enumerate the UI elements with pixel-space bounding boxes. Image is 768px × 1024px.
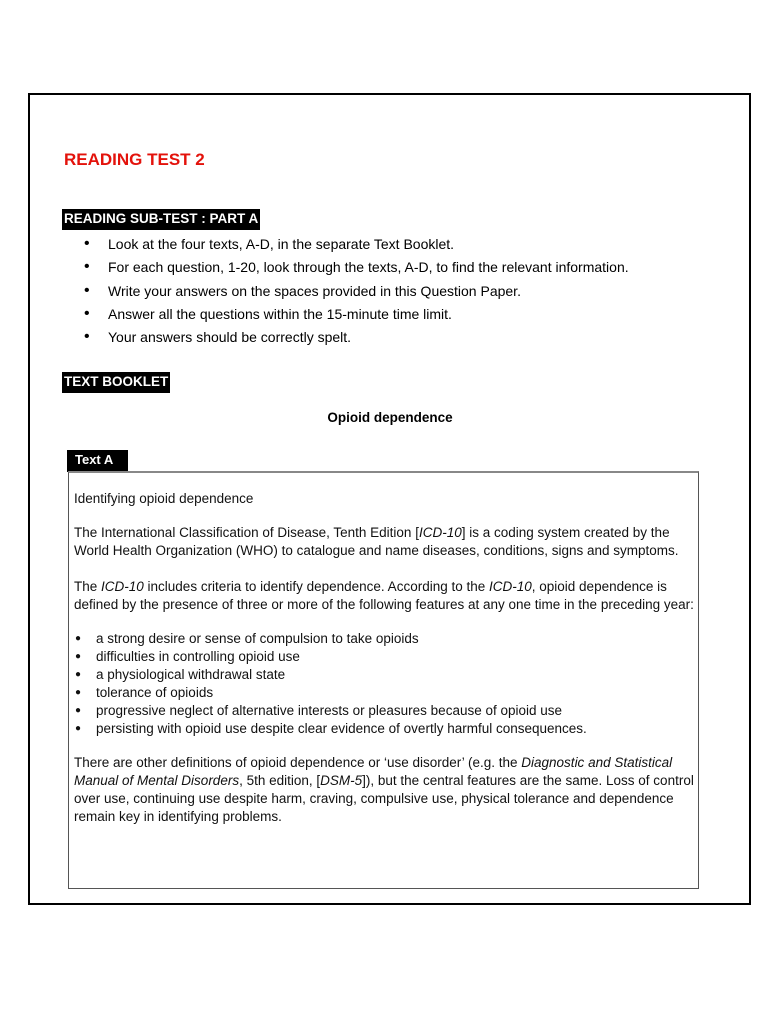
text-segment: includes criteria to identify dependence. According to the	[143, 579, 489, 594]
criteria-item: ● difficulties in controlling opioid use	[74, 648, 696, 666]
text-segment: ] is a coding system created by the World Health Organization (WHO) to catalogue and name diseases, conditions, signs and symptoms.	[74, 525, 679, 558]
text-segment: The	[74, 579, 102, 594]
text-a-tab: Text A	[67, 450, 128, 472]
criteria-item: ● persisting with opioid use despite clear evidence of overtly harmful consequences.	[74, 720, 696, 738]
criteria-item: ● tolerance of opioids	[74, 684, 696, 702]
text-segment: , 5th edition, [	[239, 773, 321, 788]
text-segment: There are other definitions of opioid dependence or ‘use disorder’ (e.g. the	[74, 755, 522, 770]
instruction-item: • Your answers should be correctly spelt.	[84, 328, 629, 351]
criteria-item: ● a physiological withdrawal state	[74, 666, 696, 684]
part-a-heading: READING SUB-TEST : PART A	[62, 209, 260, 230]
text-emphasis: ICD-10	[101, 579, 144, 594]
text-emphasis: DSM-5	[320, 773, 363, 788]
text-emphasis: Diagnostic and Statistical Manual of Mental Disorders	[74, 755, 673, 788]
text-a-paragraph-2	[74, 578, 696, 614]
text-segment: The International Classification of Disease, Tenth Edition [	[74, 525, 419, 540]
instructions-list	[84, 235, 629, 351]
text-segment: , opioid dependence is defined by the presence of three or more of the following features at any one time in the preceding year:	[74, 579, 694, 612]
text-emphasis: ICD-10	[418, 525, 462, 540]
instruction-item: • For each question, 1-20, look through the texts, A-D, to find the relevant information.	[84, 258, 629, 282]
page-title: READING TEST 2	[64, 150, 205, 169]
text-a-paragraph-3	[74, 754, 696, 826]
text-a-paragraph-1	[74, 524, 696, 560]
instruction-item: • Answer all the questions within the 15-minute time limit.	[84, 305, 629, 328]
instruction-item: • Write your answers on the spaces provided in this Question Paper.	[84, 282, 629, 305]
booklet-subtitle: Opioid dependence	[327, 410, 453, 425]
criteria-list	[74, 630, 696, 738]
criteria-item: ● progressive neglect of alternative interests or pleasures because of opioid use	[74, 702, 696, 720]
instruction-item: • Look at the four texts, A-D, in the separate Text Booklet.	[84, 235, 629, 258]
text-booklet-heading: TEXT BOOKLET	[62, 372, 170, 393]
text-a-content	[74, 490, 696, 842]
criteria-item: ● a strong desire or sense of compulsion to take opioids	[74, 630, 696, 648]
text-a-heading: Identifying opioid dependence	[74, 491, 254, 506]
text-emphasis: ICD-10	[489, 579, 532, 594]
text-segment: ]), but the central features are the same. Loss of control over use, continuing use despite harm, craving, compulsive use, physical tolerance and dependence remain key in identifying problems.	[74, 773, 694, 824]
